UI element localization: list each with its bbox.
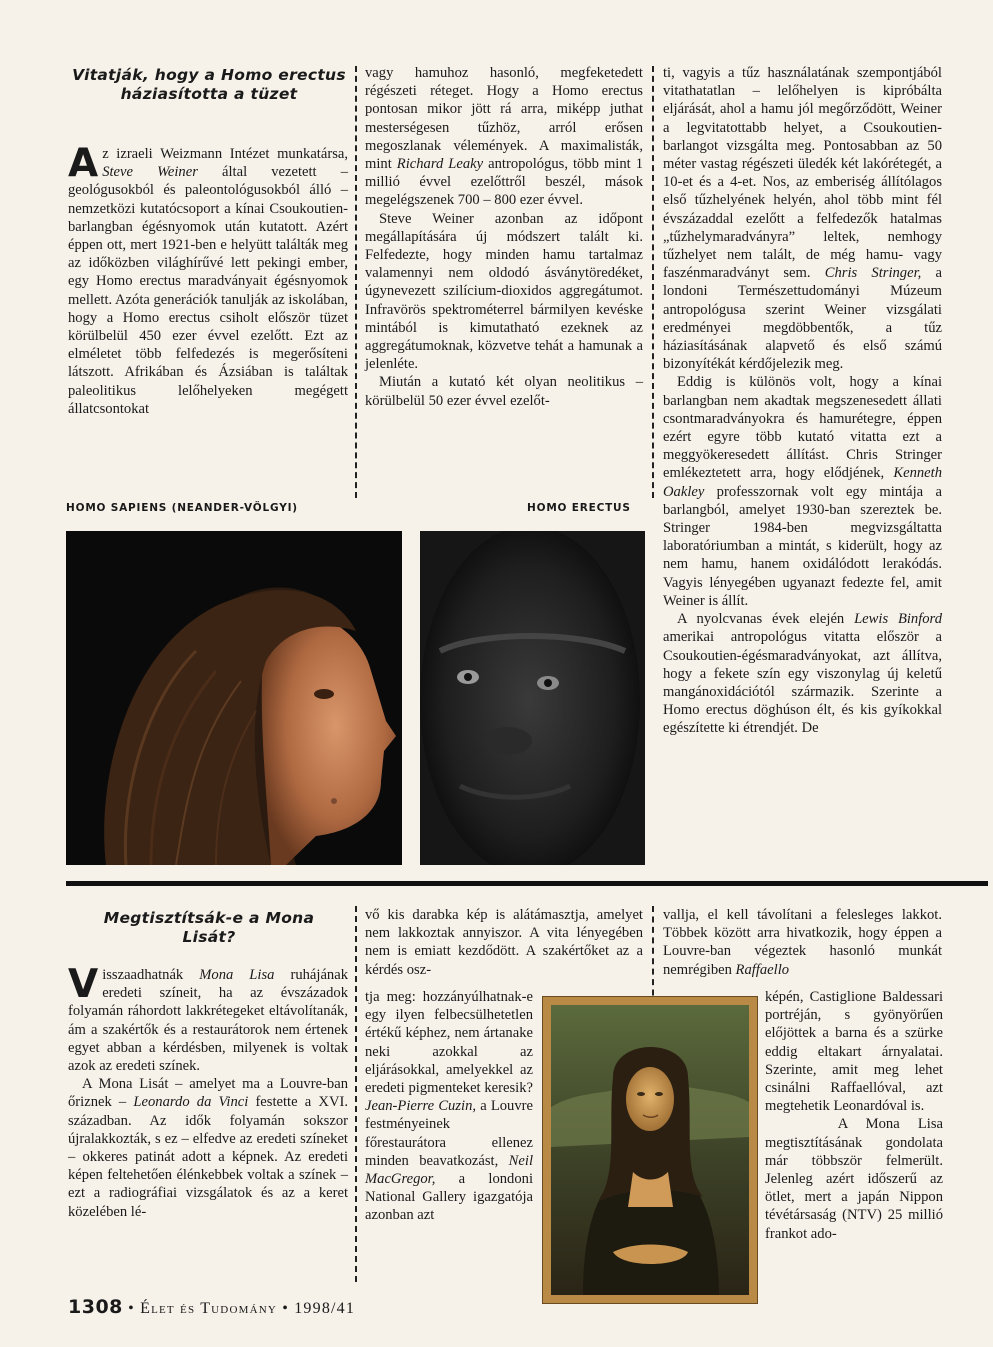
article1-column-3: ti, vagyis a tűz használatának szempontjából vitathatatlan – lelőhelyen is kipróbálta eljárását, ahol a hamu jól megőrződött, Weiner a legvitatottabb helyet, a Csoukoutien-barlangot vizsgálta meg. Pontosabban az 50 méter vastag régészeti üledék két lakórétegét, a 10-et és a 4-et. Nos, az emberiség állítólagos első tűzhelyének helyén, ahol több mint fél évszázaddal ezelőtt a felfedezők hatalmas „tűzhelymaradványra” leltek, nemhogy tűzhelyet nem talált, de még hamu- vagy faszénmaradványt sem. Chris Stringer, a londoni Természettudományi Múzeum antropológusa szerint Weiner vizsgálati eredményei megdöbbentők, a tűz háziasításának alapvető és első számú bizonyítékát kérdőjelezik meg. Eddig is különös volt, hogy a kínai barlangban nem akadtak megszenesedett állati csontmaradványokra és hamurétegre, éppen ezért egyre több kutató vitatta ezt a meggyökeresedett állítást. Chris Stringer emlékeztetett arra, hogy elődjének, Kenneth Oakley professzornak volt egy mintája a barlangból, amelyet 1930-ban szereztek be. Stringer 1984-ben megvizsgáltatta laboratóriumban a mintát, s kiderült, hogy az nem hamu, hanem oxidálódott lerakódás. Vagyis lényegében ugyanazt fedezte fel, amit Weiner is állít. A nyolcvanas évek elején Lewis Binford amerikai antropológus vitatta először a Csoukoutien-égésmaradványokat, azt állítva, hogy a fekete szín egy viszonylag új keletű mangánoxidációtól származik. Szerinte a Homo erectus döghúson élt, és kis gyíkokkal egészítette ki étrendjét. De [663,65,942,737]
page-number: 1308 [68,1296,123,1318]
article2-column-1 [68,962,348,1221]
neanderthal-photo [66,531,402,865]
column-divider [652,906,654,1006]
article2-column-2-narrow: tja meg: hozzányúlhatnak-e egy ilyen felbecsülhetetlen értékű képhez, nem ártanake neki azokkal az eljárásokkal, amelyekkel az eredeti pigmenteket keresik? Jean-Pierre Cuzin, a Louvre festményeinek főrestaurátora ellenez minden beavatkozást, Neil MacGregor, a londoni National Gallery igazgatója azonban azt [365,989,533,1224]
mona-lisa-painting [542,996,758,1304]
caption-homo-erectus: HOMO ERECTUS [527,502,631,514]
issue-number: 1998/41 [294,1300,356,1317]
article2-column-3-narrow: képén, Castiglione Baldessari portréján, s gyönyörűen előjöttek a barna és a szürke eddig eltakart árnyalatai. Szerinte, amit meg lehet csinálni Raffaellóval, azt megtehetik Leonardóval is. A Mona Lisa megtisztításának gondolata már többször felmerült. Jelenleg azért időszerű az ötlet, mert a japán Nippon tévétársaság (NTV) 25 millió frankot ado- [765,989,943,1242]
journal-name: Élet és Tudomány [140,1300,278,1317]
article2-headline: Megtisztítsák-e a Mona Lisát? [103,909,315,946]
column-divider [355,906,357,1282]
article2-dropcap: V [68,962,99,1007]
article2-col1-paragraph: A Mona Lisát – amelyet ma a Louvre-ban őriznek – Leonardo da Vinci festette a XVI. században. Az idők folyamán sokszor újralakkozták, s ez – elfedve az eredeti színeket – okkeres patinát adott a képnek. Az eredeti képen feltehetően élénkebbek voltak a színek – ezt a radiográfiai vizsgálatok és az a keret közelében lé- [68,1076,348,1220]
article1-column-1 [68,141,349,418]
article1-dropcap: A [68,141,99,186]
footer-separator: • [128,1300,135,1317]
section-divider-rule [66,881,988,886]
page-footer [68,1296,355,1318]
column-divider [355,66,357,498]
homo-erectus-photo [420,531,645,865]
article1-column-2: vagy hamuhoz hasonló, megfeketedett régészeti réteget. Hogy a Homo erectus pontosan mikor jött rá arra, miképp juthat mesterségesen tűzhöz, arról erősen megoszlanak vélemények. A maximalisták, mint Richard Leaky antropológus, több mint 1 millió évvel ezelőttről beszél, mások megelégszenek 700 – 800 ezer évvel. Steve Weiner azonban az időpont megállapítására új módszert talált ki. Felfedezte, hogy minden hamu tartalmaz valamennyi nem oldodó ásványtöredéket, úgynevezett szilícium-dioxidos aggregátumot. Infravörös spektrométerrel bármilyen kevéske mintából is kimutatható ezeknek az aggregátumoknak, közvetve tehát a hamunak a jelenléte. Miután a kutató két olyan neolitikus – körülbelül 50 ezer évvel ezelőt- [365,65,644,409]
caption-homo-sapiens: HOMO SAPIENS (NEANDER-VÖLGYI) [66,502,298,514]
column-divider [652,66,654,498]
article2-column-3-top: vallja, el kell távolítani a felesleges lakkot. Többek között arra hivatkozik, hogy éppen a Louvre-ban végeztek hasonló munkát nemrégiben Raffaello [663,907,942,978]
article1-headline: Vitatják, hogy a Homo erectus háziasította a tüzet [72,66,346,103]
article1-col1-text: z izraeli Weizmann Intézet munkatársa, Steve Weiner által vezetett – geológusokból és paleontológusokból álló – nemzetközi kutatócsoport a kínai Csoukoutien-barlangban égésnyomok után kutatott. Azért éppen ott, mert 1921-ben e helyütt találták meg az időközben világhírűvé lett pekingi ember, egy Homo erectus maradványait égésnyomok mellett. Azóta generációk tanulják az iskolában, hogy a Homo erectus csiholt először tüzet körülbelül 450 ezer évvel ezelőtt. Ezt az elméletet több felfedezés is megerősíteni látszott. Afrikában és Ázsiában is találtak paleolitikus lelőhelyeken megégett állatcsontokat [68,146,349,417]
article2-column-2-top: vő kis darabka kép is alátámasztja, amelyet nem lakkoztak annyiszor. A vita lényegében nem is emiatt kezdődött. A szakértőket az a kérdés osz- [365,907,643,978]
footer-separator: • [282,1300,290,1317]
article2-col1-text: isszaadhatnák Mona Lisa ruhájának eredeti színeit, ha az évszázadok folyamán ráhordott lakkrétegeket eltávolítanák, ám a szakértők és a restaurátorok nem értenek egyet abban a kérdésben, milyenek is voltak azok az eredeti színek. [68,967,348,1075]
